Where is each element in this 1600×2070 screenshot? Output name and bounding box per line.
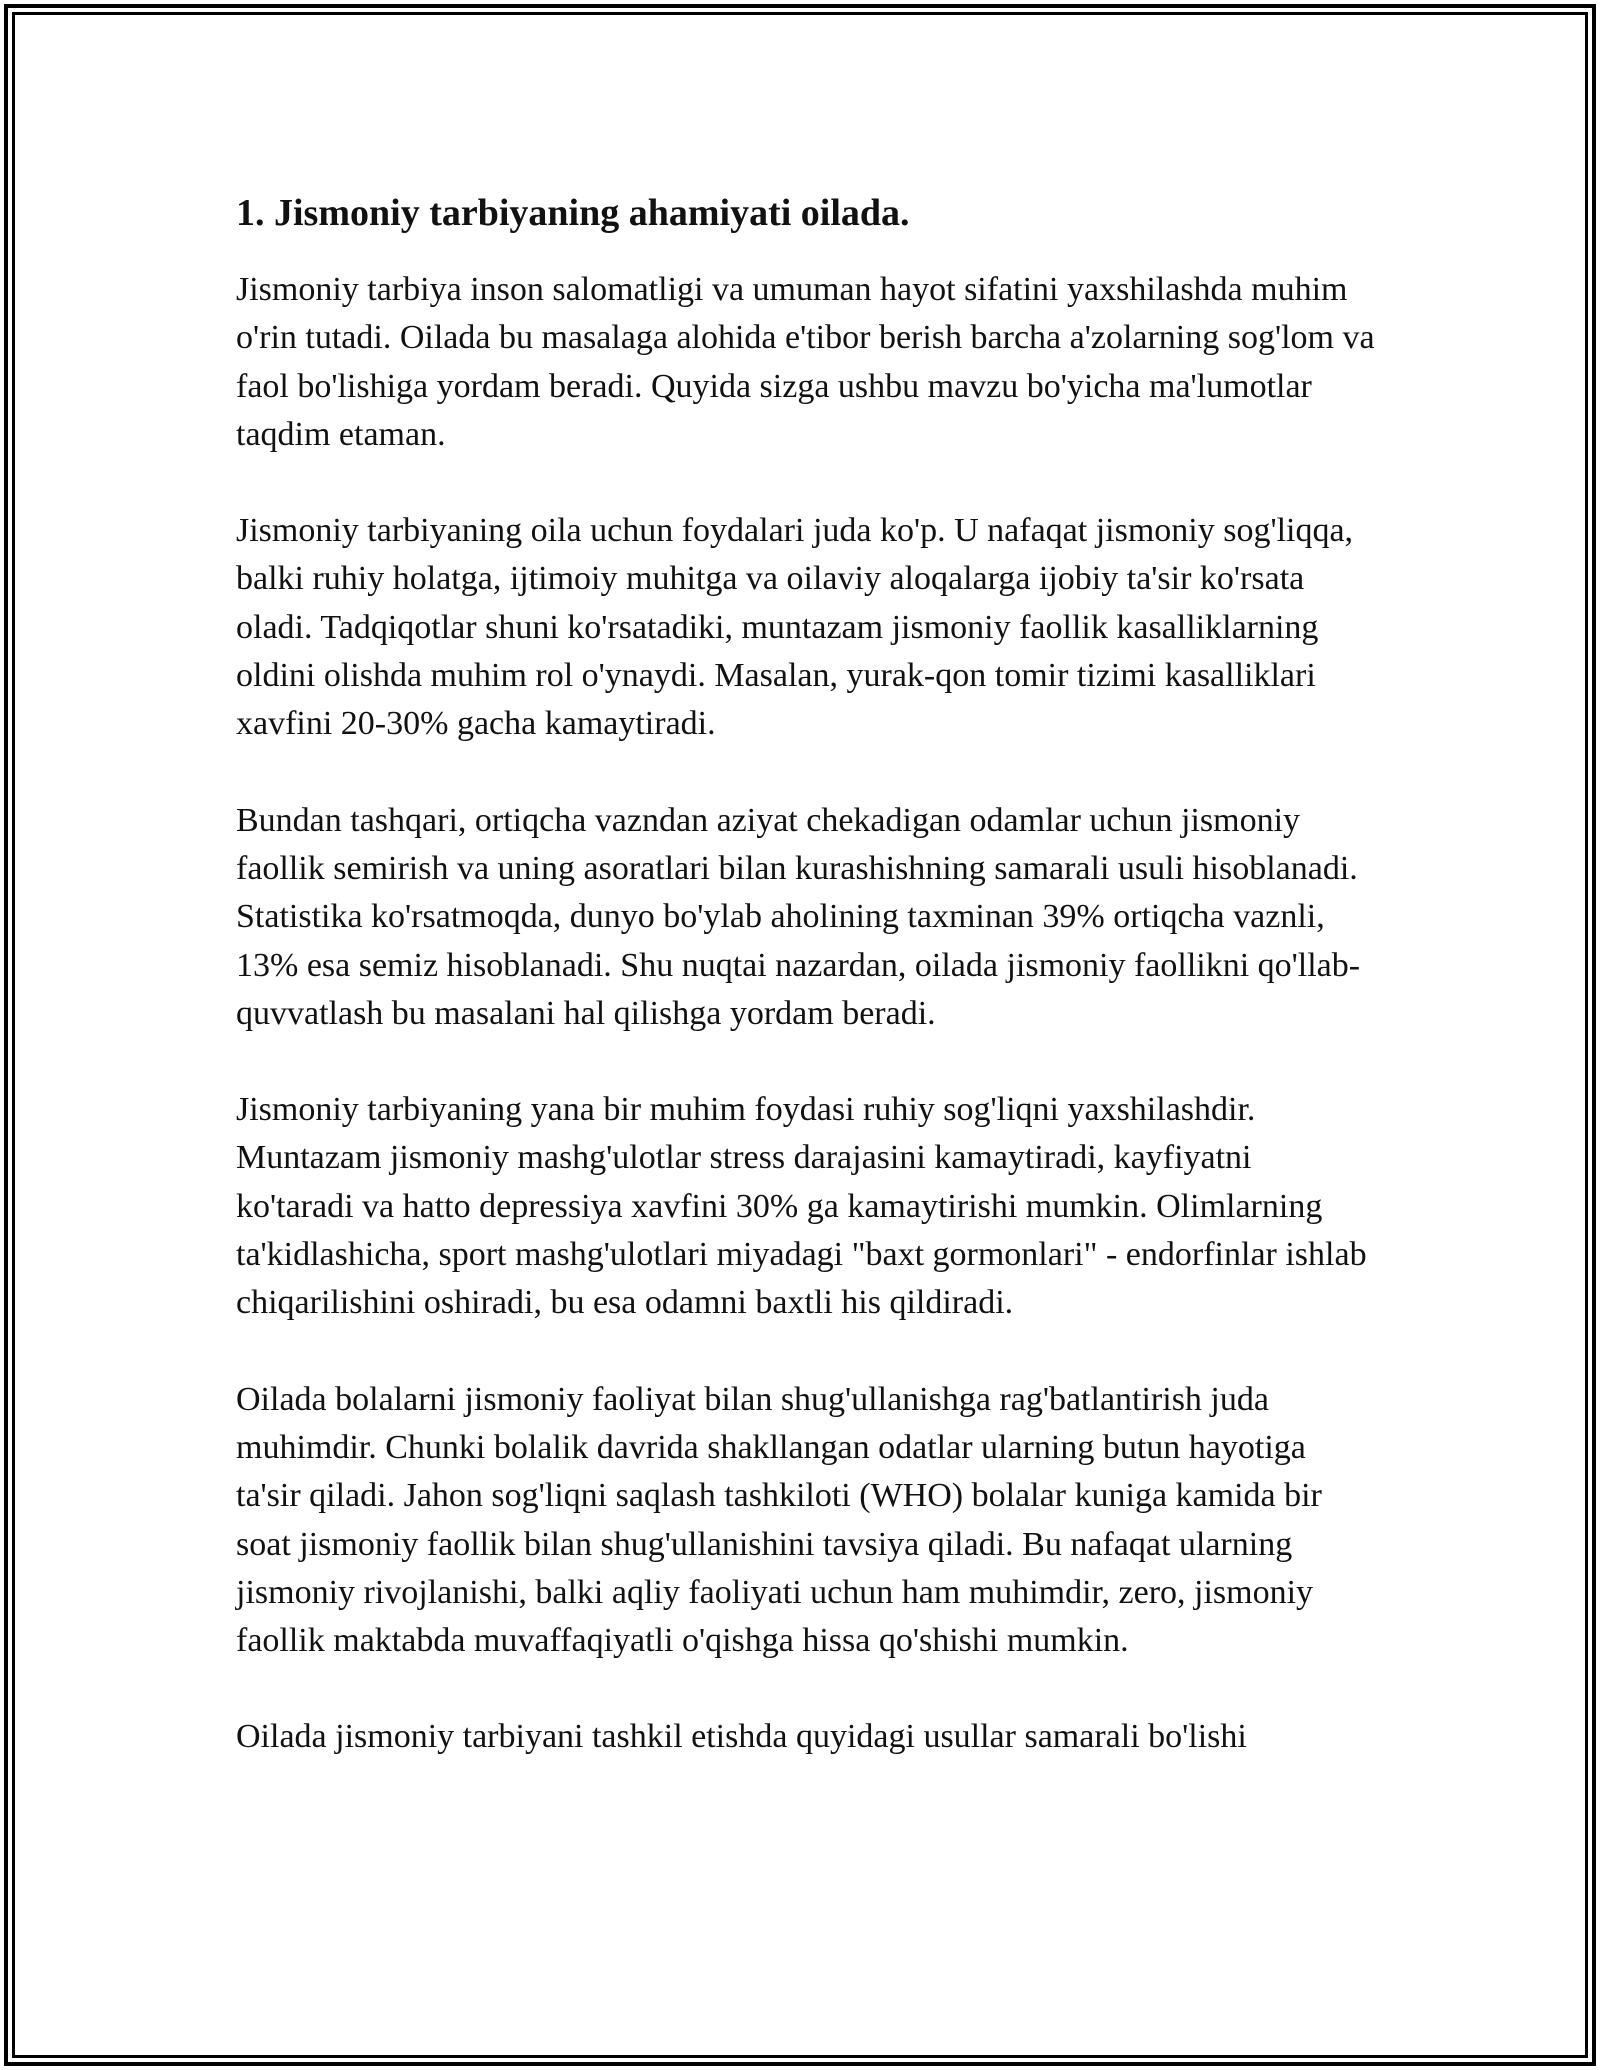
document-body <box>236 186 1376 1810</box>
paragraph-weight-statistics: Bundan tashqari, ortiqcha vazndan aziyat chekadigan odamlar uchun jismoniy faollik semirish va uning asoratlari bilan kurashishning samarali usuli hisoblanadi. Statistika ko'rsatmoqda, dunyo bo'ylab aholining taxminan 39% ortiqcha vaznli, 13% esa semiz hisoblanadi. Shu nuqtai nazardan, oilada jismoniy faollikni qo'llab-quvvatlash bu masalani hal qilishga yordam beradi. <box>236 801 1361 1032</box>
paragraph-mental-health: Jismoniy tarbiyaning yana bir muhim foydasi ruhiy sog'liqni yaxshilashdir. Muntazam jismoniy mashg'ulotlar stress darajasini kamaytiradi, kayfiyatni ko'taradi va hatto depressiya xavfini 30% ga kamaytirishi mumkin. Olimlarning ta'kidlashicha, sport mashg'ulotlari miyadagi "baxt gormonlari" - endorfinlar ishlab chiqarilishini oshiradi, bu esa odamni baxtli his qildiradi. <box>236 1091 1367 1322</box>
paragraph-methods-intro: Oilada jismoniy tarbiyani tashkil etishda quyidagi usullar samarali bo'lishi <box>236 1718 1247 1756</box>
section-heading: 1. Jismoniy tarbiyaning ahamiyati oilada. <box>236 192 910 234</box>
paragraph-intro: Jismoniy tarbiya inson salomatligi va umuman hayot sifatini yaxshilashda muhim o'rin tutadi. Oilada bu masalaga alohida e'tibor berish barcha a'zolarning sog'lom va faol bo'lishiga yordam beradi. Quyida sizga ushbu mavzu bo'yicha ma'lumotlar taqdim etaman. <box>236 271 1375 453</box>
paragraph-family-benefits: Jismoniy tarbiyaning oila uchun foydalari juda ko'p. U nafaqat jismoniy sog'liqqa, balki ruhiy holatga, ijtimoiy muhitga va oilaviy aloqalarga ijobiy ta'sir ko'rsata oladi. Tadqiqotlar shuni ko'rsatadiki, muntazam jismoniy faollik kasalliklarning oldini olishda muhim rol o'ynaydi. Masalan, yurak-qon tomir tizimi kasalliklari xavfini 20-30% gacha kamaytiradi. <box>236 512 1354 743</box>
paragraph-children-activity: Oilada bolalarni jismoniy faoliyat bilan shug'ullanishga rag'batlantirish juda muhimdir. Chunki bolalik davrida shakllangan odatlar ularning butun hayotiga ta'sir qiladi. Jahon sog'liqni saqlash tashkiloti (WHO) bolalar kuniga kamida bir soat jismoniy faollik bilan shug'ullanishini tavsiya qiladi. Bu nafaqat ularning jismoniy rivojlanishi, balki aqliy faoliyati uchun ham muhimdir, zero, jismoniy faollik maktabda muvaffaqiyatli o'qishga hissa qo'shishi mumkin. <box>236 1380 1322 1660</box>
